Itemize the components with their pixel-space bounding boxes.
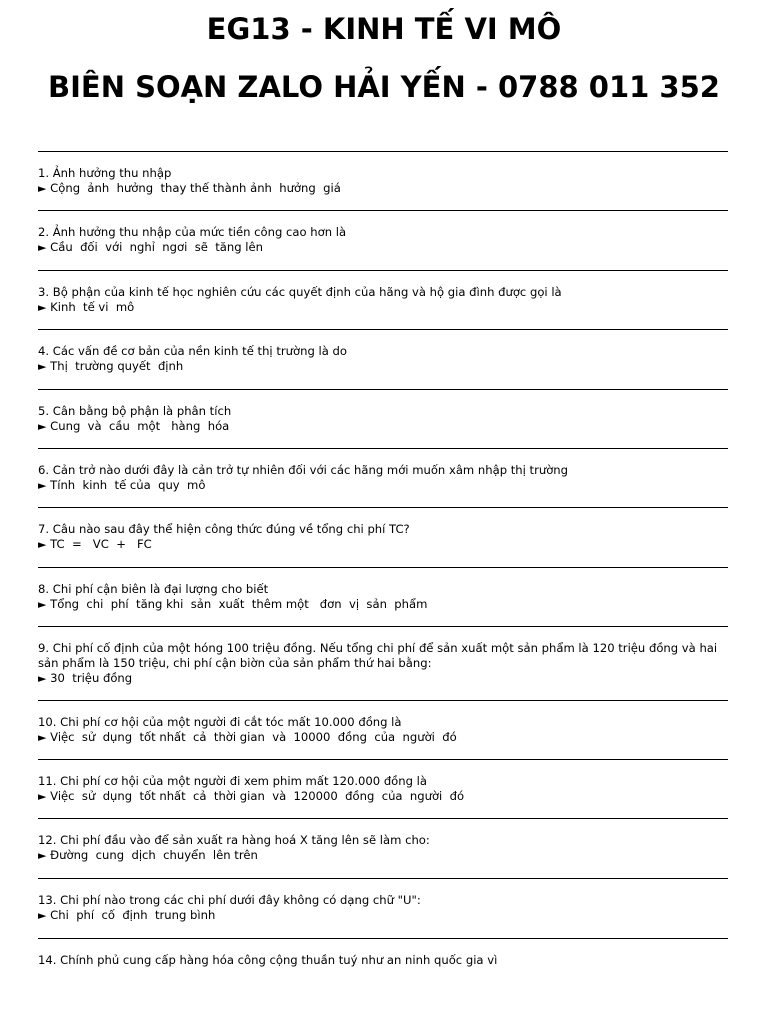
- answer-marker-icon: ►: [38, 420, 47, 433]
- answer-text: Cung và cầu một hàng hóa: [46, 419, 230, 433]
- divider-line: [38, 389, 728, 390]
- question-item: [38, 582, 728, 612]
- answer-line: [38, 300, 728, 315]
- question-text: 1. Ảnh hưởng thu nhập: [38, 166, 172, 180]
- answer-marker-icon: ►: [38, 538, 47, 551]
- answer-text: Tính kinh tế của quy mô: [46, 478, 206, 492]
- divider-line: [38, 818, 728, 819]
- answer-line: [38, 597, 728, 612]
- divider-line: [38, 938, 728, 939]
- divider-line: [38, 507, 728, 508]
- question-text: 2. Ảnh hưởng thu nhập của mức tiền công cao hơn là: [38, 225, 347, 239]
- divider-line: [38, 210, 728, 211]
- question-item: [38, 715, 728, 745]
- answer-text: Thị trường quyết định: [46, 359, 184, 373]
- answer-line: [38, 478, 728, 493]
- question-item: [38, 522, 728, 552]
- question-item: [38, 774, 728, 804]
- question-item: [38, 893, 728, 923]
- question-text: 9. Chi phí cố định của một hóng 100 triệu đồng. Nếu tổng chi phí để sản xuất một sản phẩm là 120 triệu đồng và hai sản phẩm là 150 triệu, chi phí cận biờn của sản phẩm thứ hai bằng:: [38, 641, 721, 670]
- answer-line: [38, 359, 728, 374]
- page-subtitle: BIÊN SOẠN ZALO HẢI YẾN - 0788 011 352: [48, 70, 720, 104]
- question-text: 8. Chi phí cận biên là đại lượng cho biết: [38, 582, 269, 596]
- question-item: [38, 225, 728, 255]
- divider-line: [38, 759, 728, 760]
- answer-text: Đường cung dịch chuyển lên trên: [46, 848, 258, 862]
- answer-marker-icon: ►: [38, 301, 47, 314]
- answer-marker-icon: ►: [38, 731, 47, 744]
- question-item: [38, 404, 728, 434]
- answer-line: [38, 419, 728, 434]
- divider-line: [38, 270, 728, 271]
- question-item: [38, 344, 728, 374]
- question-text: 12. Chi phí đầu vào để sản xuất ra hàng hoá X tăng lên sẽ làm cho:: [38, 833, 430, 847]
- question-item: [38, 285, 728, 315]
- answer-text: Tổng chi phí tăng khi sản xuất thêm một đơn vị sản phẩm: [46, 597, 428, 611]
- answer-marker-icon: ►: [38, 849, 47, 862]
- answer-line: [38, 181, 728, 196]
- answer-text: Cầu đối với nghỉ ngơi sẽ tăng lên: [46, 240, 263, 254]
- answer-text: 30 triệu đồng: [46, 671, 133, 685]
- answer-line: [38, 671, 728, 686]
- question-text: 3. Bộ phận của kinh tế học nghiên cứu các quyết định của hãng và hộ gia đình được gọi là: [38, 285, 562, 299]
- answer-text: Cộng ảnh hưởng thay thế thành ảnh hưởng giá: [46, 181, 341, 195]
- question-text: 14. Chính phủ cung cấp hàng hóa công cộng thuần tuý như an ninh quốc gia vì: [38, 953, 498, 967]
- answer-line: [38, 789, 728, 804]
- answer-marker-icon: ►: [38, 672, 47, 685]
- question-item: [38, 641, 728, 686]
- page-title: EG13 - KINH TẾ VI MÔ: [206, 12, 562, 46]
- answer-line: [38, 848, 728, 863]
- answer-marker-icon: ►: [38, 360, 47, 373]
- question-text: 6. Cản trở nào dưới đây là cản trở tự nhiên đối với các hãng mới muốn xâm nhập thị trường: [38, 463, 569, 477]
- answer-text: Chi phí cố định trung bình: [46, 908, 216, 922]
- question-text: 5. Cân bằng bộ phận là phân tích: [38, 404, 232, 418]
- divider-line: [38, 878, 728, 879]
- divider-line: [38, 626, 728, 627]
- answer-marker-icon: ►: [38, 909, 47, 922]
- question-text: 10. Chi phí cơ hội của một người đi cắt tóc mất 10.000 đồng là: [38, 715, 402, 729]
- divider-line: [38, 700, 728, 701]
- question-text: 11. Chi phí cơ hội của một người đi xem phim mất 120.000 đồng là: [38, 774, 427, 788]
- answer-marker-icon: ►: [38, 182, 47, 195]
- question-item: [38, 953, 728, 968]
- divider-line: [38, 151, 728, 152]
- answer-line: [38, 537, 728, 552]
- answer-line: [38, 730, 728, 745]
- divider-line: [38, 567, 728, 568]
- answer-line: [38, 908, 728, 923]
- answer-text: Việc sử dụng tốt nhất cả thời gian và 10000 đồng của người đó: [46, 730, 457, 744]
- question-item: [38, 833, 728, 863]
- question-text: 13. Chi phí nào trong các chi phí dưới đây không có dạng chữ "U":: [38, 893, 421, 907]
- answer-line: [38, 240, 728, 255]
- answer-text: TC = VC + FC: [46, 537, 152, 551]
- answer-marker-icon: ►: [38, 479, 47, 492]
- question-text: 4. Các vấn đề cơ bản của nền kinh tế thị trường là do: [38, 344, 347, 358]
- divider-line: [38, 329, 728, 330]
- question-item: [38, 463, 728, 493]
- question-text: 7. Câu nào sau đây thể hiện công thức đúng về tổng chi phí TC?: [38, 522, 410, 536]
- answer-marker-icon: ►: [38, 790, 47, 803]
- answer-text: Việc sử dụng tốt nhất cả thời gian và 120000 đồng của người đó: [46, 789, 465, 803]
- answer-text: Kinh tế vi mô: [46, 300, 135, 314]
- answer-marker-icon: ►: [38, 598, 47, 611]
- answer-marker-icon: ►: [38, 241, 47, 254]
- question-item: [38, 166, 728, 196]
- divider-line: [38, 448, 728, 449]
